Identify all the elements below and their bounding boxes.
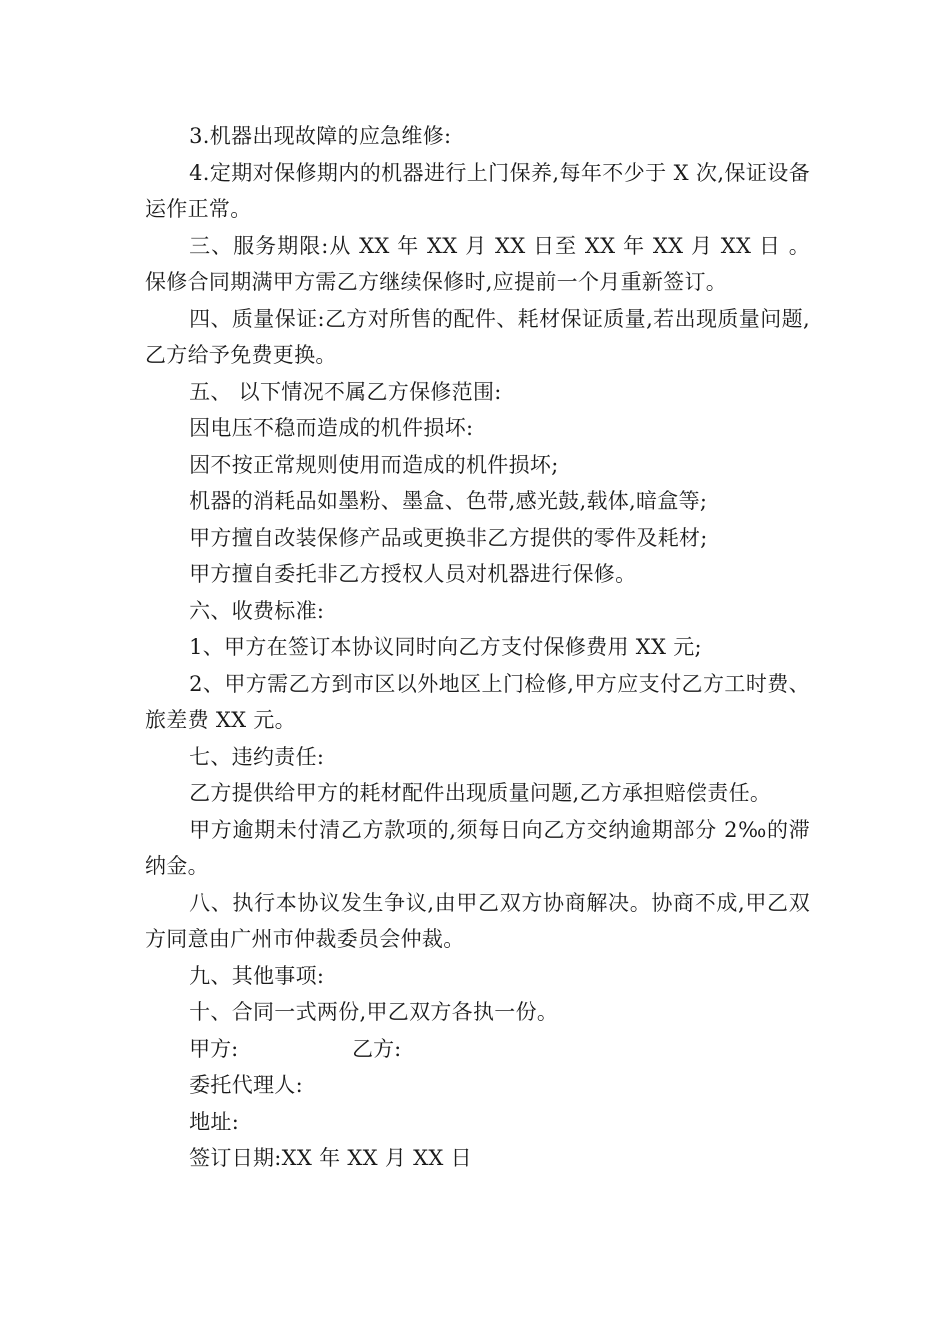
liability-item-2: 甲方逾期未付清乙方款项的,须每日向乙方交纳逾期部分 2‰的滞纳金。 (145, 817, 810, 878)
exclusion-item-consumables: 机器的消耗品如墨粉、墨盒、色带,感光鼓,载体,暗盒等; (189, 489, 708, 513)
liability-item-1: 乙方提供给甲方的耗材配件出现质量问题,乙方承担赔偿责任。 (189, 781, 772, 805)
section-8-disputes: 八、执行本协议发生争议,由甲乙双方协商解决。协商不成,甲乙双方同意由广州市仲裁委员会仲裁。 (145, 890, 810, 951)
exclusion-item-modification: 甲方擅自改装保修产品或更换非乙方提供的零件及耗材; (189, 525, 708, 550)
exclusion-item-voltage: 因电压不稳而造成的机件损坏: (189, 416, 474, 440)
section-6-fees-heading: 六、收费标准: (189, 598, 325, 623)
exclusion-item-misuse: 因不按正常规则使用而造成的机件损坏; (189, 452, 559, 477)
clause-4-maintenance: 4.定期对保修期内的机器进行上门保养,每年不少于 X 次,保证设备运作正常。 (145, 160, 810, 221)
section-5-exclusions-heading: 五、 以下情况不属乙方保修范围: (189, 379, 502, 404)
document-body (145, 118, 810, 1177)
section-3-service-period: 三、服务期限:从 XX 年 XX 月 XX 日至 XX 年 XX 月 XX 日 。保修合同期满甲方需乙方继续保修时,应提前一个月重新签订。 (145, 233, 810, 294)
signature-parties-row (145, 1031, 810, 1068)
section-9-other-matters: 九、其他事项: (189, 963, 325, 988)
fee-item-1: 1、甲方在签订本协议同时向乙方支付保修费用 XX 元; (189, 635, 702, 659)
fee-item-2: 2、甲方需乙方到市区以外地区上门检修,甲方应支付乙方工时费、旅差费 XX 元。 (145, 671, 810, 732)
section-7-liability-heading: 七、违约责任: (189, 744, 325, 769)
clause-3-emergency-repair: 3.机器出现故障的应急维修: (189, 124, 452, 148)
party-a-label: 甲方: (189, 1036, 239, 1061)
address-label: 地址: (189, 1109, 240, 1134)
section-4-quality-guarantee: 四、质量保证:乙方对所售的配件、耗材保证质量,若出现质量问题,乙方给予免费更换。 (145, 306, 810, 367)
exclusion-item-unauthorized: 甲方擅自委托非乙方授权人员对机器进行保修。 (189, 562, 637, 586)
signing-date: 签订日期:XX 年 XX 月 XX 日 (189, 1146, 472, 1170)
section-10-copies: 十、合同一式两份,甲乙双方各执一份。 (189, 1000, 559, 1024)
agent-label: 委托代理人: (189, 1073, 303, 1097)
party-b-label: 乙方: (352, 1036, 402, 1061)
